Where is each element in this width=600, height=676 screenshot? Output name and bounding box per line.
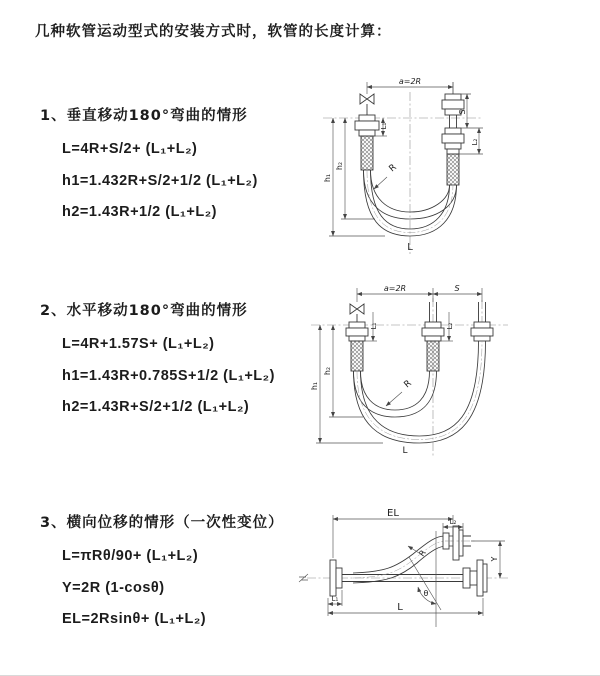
formula-h2-1: h2=1.43R+1/2 (L₁+L₂) xyxy=(62,204,218,220)
dim-label-l1: L₁ xyxy=(370,322,378,330)
dim-label-l2: L₂ xyxy=(471,138,479,146)
bottom-right-flange xyxy=(463,560,487,596)
dim-label-h1: h₁ xyxy=(310,381,319,391)
dim-el xyxy=(333,508,453,558)
dim-h1 xyxy=(310,325,383,443)
section-3 xyxy=(40,511,284,636)
braided-hose-left xyxy=(351,341,363,371)
dim-label-radius: R xyxy=(402,378,414,391)
radius-leader xyxy=(374,163,399,189)
formula-L-3: L=πRθ/90+ (L₁+L₂) xyxy=(62,548,199,564)
dim-label-span: a=2R xyxy=(383,284,407,293)
hose-s-curve xyxy=(353,536,453,583)
dim-label-radius: R xyxy=(417,548,428,559)
braided-hose-mid xyxy=(427,341,439,371)
left-fitting xyxy=(355,115,379,136)
formula-L-2: L=4R+1.57S+ (L₁+L₂) xyxy=(62,336,215,352)
dim-label-h1: h₁ xyxy=(323,173,332,183)
dim-label-s: S xyxy=(454,284,460,293)
formula-EL-3: EL=2Rsinθ+ (L₁+L₂) xyxy=(62,611,207,627)
dim-label-el: EL xyxy=(387,508,399,519)
formula-h1-1: h1=1.432R+S/2+1/2 (L₁+L₂) xyxy=(62,172,258,189)
dim-l1 xyxy=(365,312,378,341)
dim-label-span: a=2R xyxy=(398,77,422,86)
valve-icon xyxy=(360,94,374,115)
dim-length xyxy=(328,598,483,616)
right-pipe xyxy=(442,82,464,185)
radius-leader xyxy=(386,379,414,406)
formula-h1-2: h1=1.43R+0.785S+1/2 (L₁+L₂) xyxy=(62,367,275,384)
braided-hose-right xyxy=(447,154,459,185)
valve-icon xyxy=(350,304,364,322)
dim-label-h2: h₂ xyxy=(335,161,344,171)
top-right-flange xyxy=(443,526,475,560)
diagram-horizontal-180 xyxy=(303,278,593,467)
formula-Y-3: Y=2R (1-cosθ) xyxy=(62,579,165,596)
dim-label-s: S xyxy=(458,109,467,115)
dim-label-l1: L₁ xyxy=(380,122,388,130)
dim-label-l2: L₂ xyxy=(449,518,457,526)
dim-label-length: L xyxy=(402,446,408,456)
section-2 xyxy=(40,299,275,424)
dim-l2 xyxy=(441,312,454,341)
dim-label-h2: h₂ xyxy=(323,366,332,376)
dim-label-y: Y xyxy=(490,556,499,562)
dim-span xyxy=(367,77,453,94)
hose-curves xyxy=(354,341,486,443)
dim-label-theta: θ xyxy=(423,589,429,598)
dim-label-length: L xyxy=(407,242,413,253)
radius-leader xyxy=(408,546,428,558)
section-1-heading: 1、垂直移动180°弯曲的情形 xyxy=(40,108,248,124)
pipe-stubs xyxy=(430,302,486,322)
dim-label-l2: L₂ xyxy=(446,322,454,330)
formula-L-1: L=4R+S/2+ (L₁+L₂) xyxy=(62,141,198,157)
dim-label-l1: L₁ xyxy=(331,595,339,603)
section-1 xyxy=(40,104,258,229)
braided-hose-left xyxy=(361,136,373,170)
dim-label-length: L xyxy=(397,602,403,613)
left-flange xyxy=(330,560,342,596)
section-3-heading: 3、横向位移的情形（一次性变位） xyxy=(40,515,284,531)
centerline-symbol xyxy=(299,574,308,582)
formula-h2-2: h2=1.43R+S/2+1/2 (L₁+L₂) xyxy=(62,399,250,415)
diagram-lateral-displacement xyxy=(295,503,595,652)
page-title: 几种软管运动型式的安装方式时，软管的长度计算： xyxy=(35,24,392,40)
dim-label-radius: R xyxy=(387,162,399,175)
dim-span xyxy=(357,284,482,302)
section-2-heading: 2、水平移动180°弯曲的情形 xyxy=(40,303,248,319)
dim-s xyxy=(458,94,483,128)
angle-construction xyxy=(409,531,441,627)
diagram-vertical-180 xyxy=(315,68,585,262)
